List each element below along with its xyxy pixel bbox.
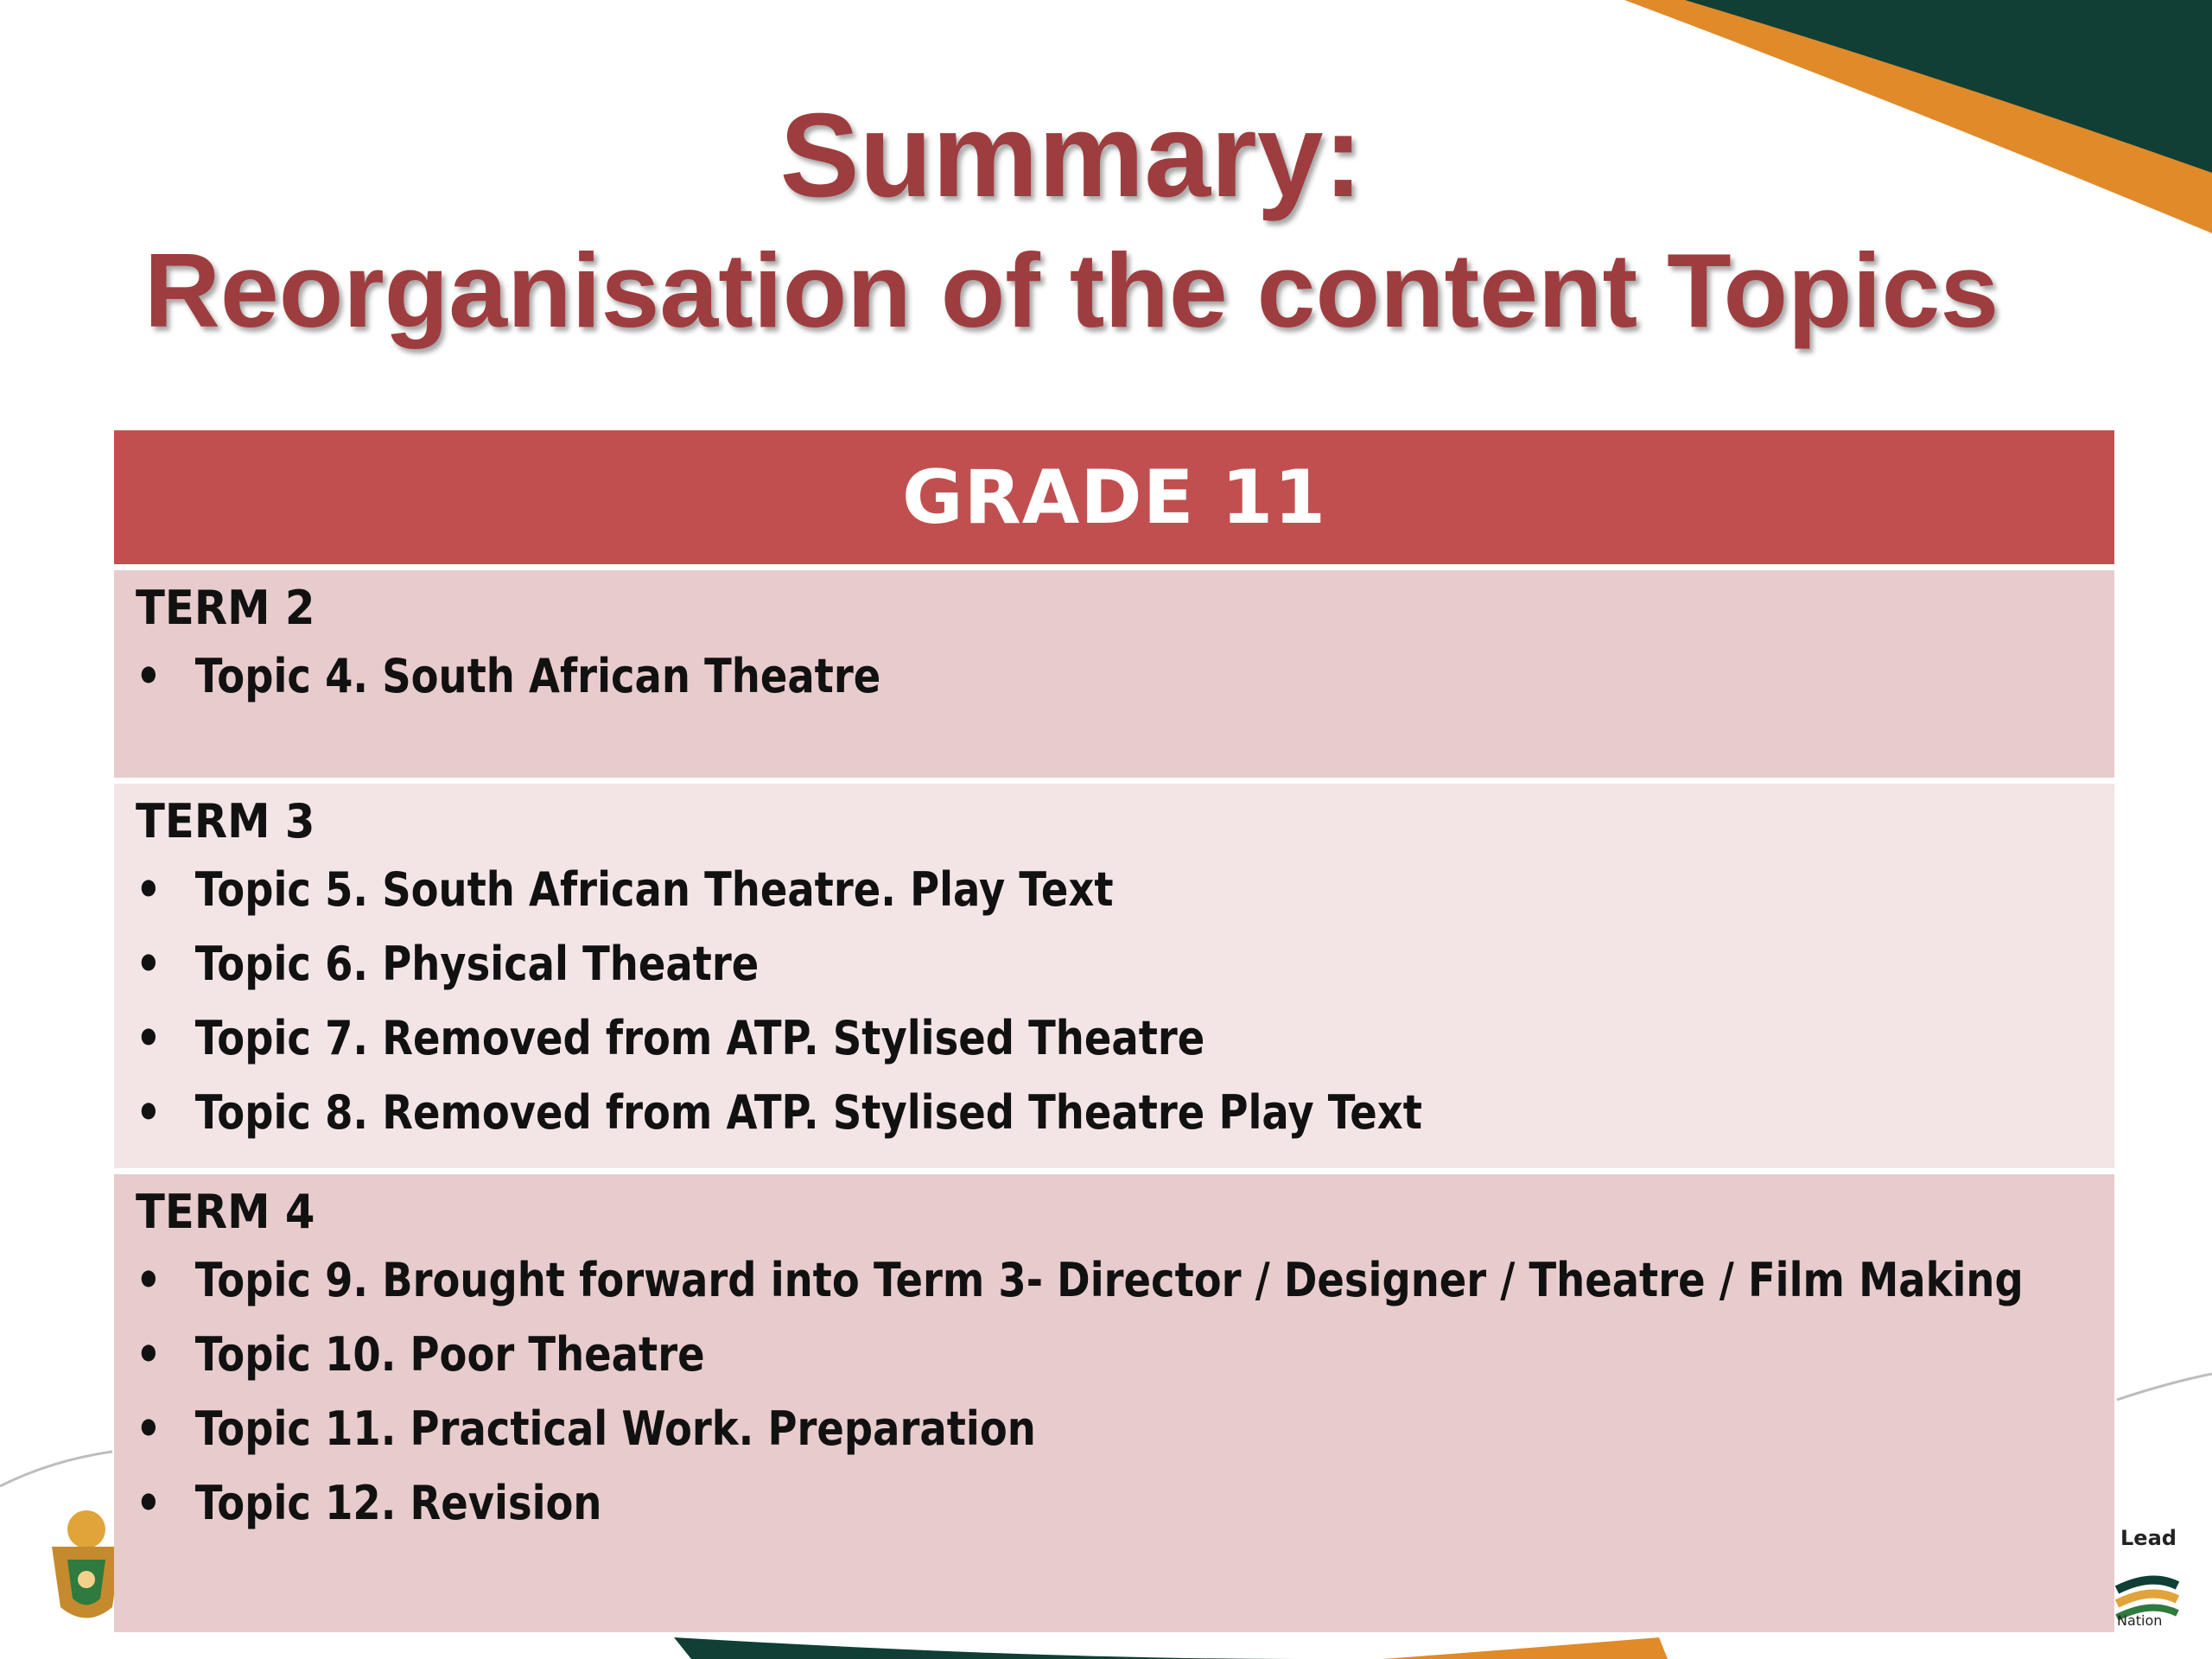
term-label: TERM 4	[136, 1185, 315, 1239]
list-item	[136, 853, 1820, 927]
bullet-icon: •	[136, 1327, 162, 1382]
topic-text: Topic 7. Removed from ATP. Stylised Theatre	[194, 1011, 1205, 1065]
bullet-icon: •	[136, 937, 162, 991]
bullet-icon: •	[136, 862, 162, 917]
list-item	[136, 927, 1820, 1001]
bullet-icon: •	[136, 1253, 162, 1307]
list-item	[136, 1318, 1820, 1392]
left-arc-line	[0, 1452, 112, 1486]
topic-list	[136, 1243, 2094, 1541]
right-arc-line	[2117, 1374, 2212, 1400]
logo-text-lead: Lead	[2120, 1526, 2177, 1550]
list-item	[136, 639, 1820, 714]
topic-text: Topic 4. South African Theatre	[194, 649, 881, 703]
term-row-2	[114, 564, 2114, 778]
coat-of-arms-icon	[52, 1510, 121, 1618]
topic-text: Topic 11. Practical Work. Preparation	[194, 1402, 1036, 1456]
term-row-4	[114, 1168, 2114, 1632]
topic-text: Topic 9. Brought forward into Term 3- Director / Designer / Theatre / Film Making	[194, 1253, 2024, 1307]
topic-list	[136, 639, 2094, 714]
bullet-icon: •	[136, 1402, 162, 1456]
list-item	[136, 1076, 1820, 1150]
term-label: TERM 3	[136, 794, 315, 849]
grade-table	[114, 430, 2114, 1632]
logo-text-nation: Nation	[2117, 1612, 2163, 1629]
table-header: GRADE 11	[114, 430, 2114, 564]
list-item	[136, 1243, 2164, 1318]
topic-text: Topic 8. Removed from ATP. Stylised Theatre Play Text	[194, 1085, 1422, 1140]
bottom-orange-swoosh	[1382, 1637, 1668, 1659]
bullet-icon: •	[136, 1085, 162, 1140]
topic-text: Topic 6. Physical Theatre	[194, 937, 760, 991]
bullet-icon: •	[136, 649, 162, 703]
term-label: TERM 2	[136, 581, 315, 635]
topic-text: Topic 5. South African Theatre. Play Text	[194, 862, 1114, 917]
bullet-icon: •	[136, 1011, 162, 1065]
topic-list	[136, 853, 2094, 1150]
topic-text: Topic 10. Poor Theatre	[194, 1327, 705, 1382]
list-item	[136, 1001, 1820, 1076]
term-row-3	[114, 778, 2114, 1168]
page-subtitle: Reorganisation of the content Topics	[143, 232, 1999, 349]
bullet-icon: •	[136, 1476, 162, 1530]
topic-text: Topic 12. Revision	[194, 1476, 602, 1530]
page-title: Summary:	[779, 89, 1363, 222]
list-item	[136, 1466, 1820, 1541]
list-item	[136, 1392, 1820, 1466]
bottom-green-swoosh	[674, 1637, 1296, 1659]
